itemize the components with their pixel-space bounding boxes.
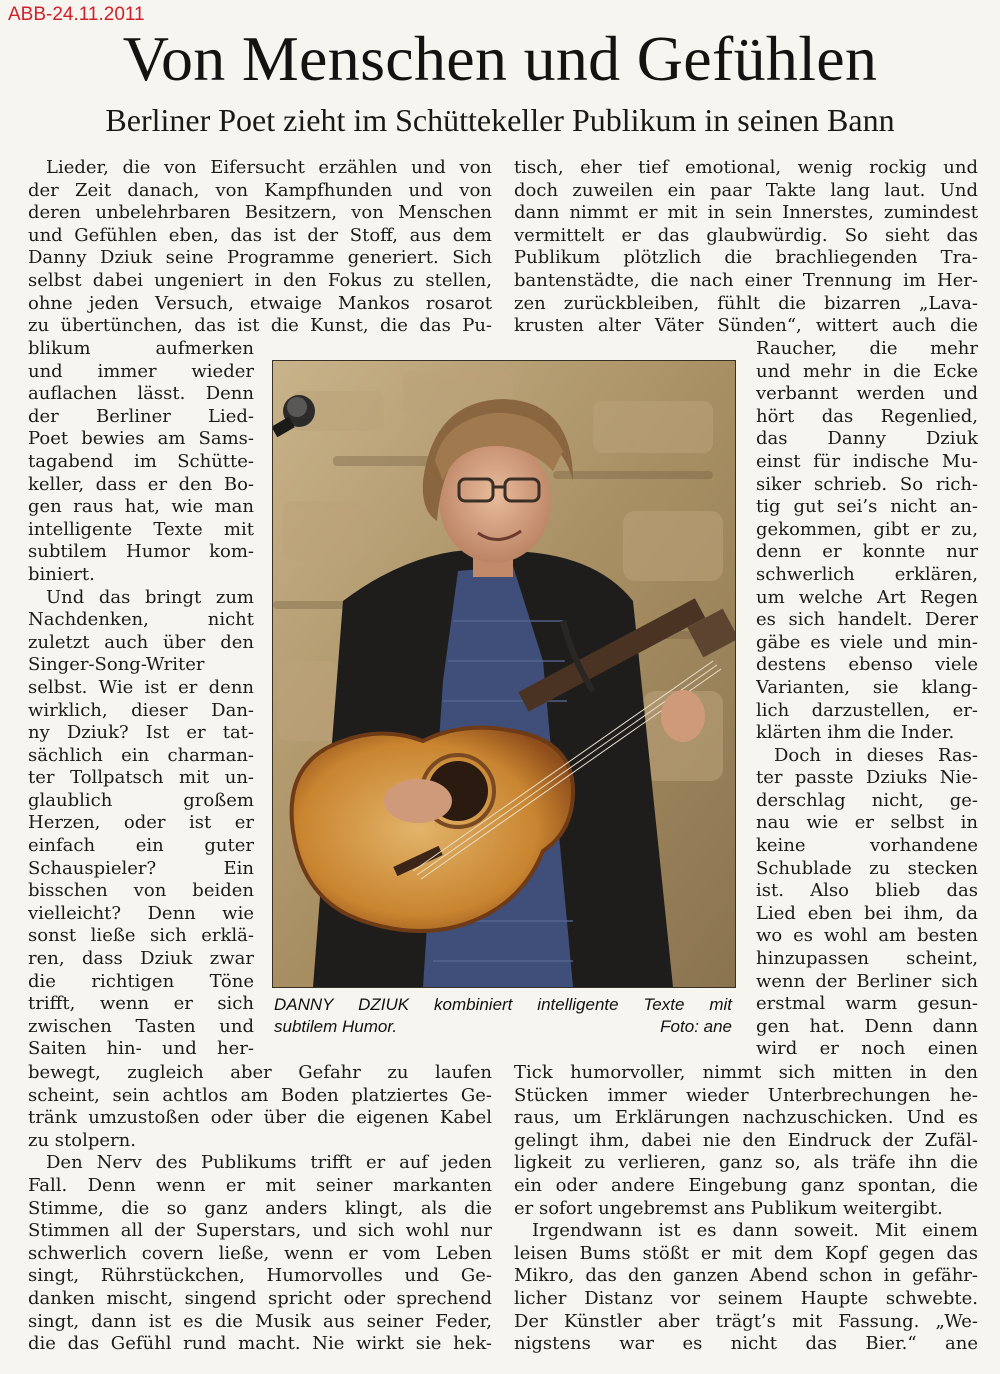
text-line: zen zurückbleiben, fühlt die bizarren „Lava-: [514, 292, 978, 314]
text-line: trifft, wenn er sich: [28, 993, 254, 1015]
text-line: krusten alter Väter Sünden“, wittert auch die: [514, 315, 978, 337]
text-line: Singer-Song-Writer: [28, 654, 205, 676]
text-line: Herzen, oder ist er: [28, 812, 254, 834]
text-line: Schublade zu stecken: [756, 857, 978, 879]
text-line: Varianten, sie klang-: [756, 676, 978, 698]
text-line: keine vorhandene: [756, 835, 978, 857]
text-line: tisch, eher tief emotional, wenig rockig und: [514, 157, 978, 178]
text-line: bisschen von beiden: [28, 880, 254, 902]
text-line: Tick humorvoller, nimmt sich mitten in den: [514, 1062, 978, 1083]
text-line: leisen Bums stößt er mit dem Kopf gegen das: [514, 1242, 978, 1264]
text-line: verbannt werden und: [756, 383, 978, 405]
text-line: um welche Art Regen: [756, 586, 978, 608]
text-line: ter passte Dziuks Nie-: [756, 767, 978, 789]
text-line: wenn der Berliner sich: [756, 970, 978, 992]
text-line: licher Distanz vor seinem Haupte schwebte.: [514, 1287, 978, 1309]
text-line: bewegt, zugleich aber Gefahr zu laufen: [28, 1062, 492, 1083]
text-line: Schauspieler? Ein: [28, 857, 254, 879]
text-line: wirklich, dieser Dan-: [28, 699, 254, 721]
text-line: zuletzt auch über den: [28, 631, 254, 653]
date-stamp: ABB-24.11.2011: [8, 4, 145, 25]
text-line: der Berliner Lied-: [28, 405, 254, 427]
text-line: Lieder, die von Eifersucht erzählen und von: [46, 157, 492, 178]
text-line: wird er noch einen: [756, 1038, 978, 1060]
text-line: singt, dann ist es die Musik aus seiner Feder,: [28, 1310, 492, 1332]
caption-line: DANNY DZIUK kombiniert intelligente Texte mit: [274, 995, 732, 1014]
text-line: Saiten hin- und her-: [28, 1038, 254, 1060]
text-line: dann nimmt er mit in sein Innerstes, zumindest: [514, 202, 978, 224]
text-line: Mikro, das den ganzen Abend schon in gefähr-: [514, 1265, 978, 1287]
text-line: destens ebenso viele: [756, 654, 978, 676]
text-line: hört das Regenlied,: [756, 405, 978, 427]
text-line: sonst ließe sich erklä-: [28, 925, 254, 947]
text-line: Danny Dziuk seine Programme generiert. Sich: [28, 247, 492, 269]
text-line: keller, dass er den Bo-: [28, 473, 254, 495]
text-line: gekommen, gibt er zu,: [756, 518, 978, 540]
text-line: schwerlich erklären,: [756, 563, 978, 585]
text-line: Irgendwann ist es dann soweit. Mit einem: [532, 1220, 978, 1242]
text-line: hinzupassen scheint,: [756, 948, 978, 970]
text-line: der Zeit danach, von Kampfhunden und von: [28, 179, 492, 201]
photo-caption: [274, 994, 732, 1038]
text-line: ter Tollpatsch mit un-: [28, 767, 254, 789]
text-line: tagabend im Schütte-: [28, 450, 254, 472]
text-line: tränk umzustoßen oder über die eigenen Kabel: [28, 1107, 492, 1129]
col1-top: [28, 157, 492, 338]
text-line: Lied eben bei ihm, da: [756, 902, 978, 924]
text-line: schwerlich covern ließe, wenn er vom Leben: [28, 1242, 492, 1264]
text-line: nau wie er selbst in: [756, 812, 978, 834]
text-line: zwischen Tasten und: [28, 1015, 254, 1037]
text-line: zu übertünchen, das ist die Kunst, die das Pu-: [28, 315, 492, 337]
text-line: selbst dabei ungeniert in den Fokus zu stellen,: [28, 269, 492, 291]
text-line: Fall. Denn wenn er mit seiner markanten: [28, 1174, 492, 1196]
text-line: er sofort ungebremst ans Publikum weitergibt.: [514, 1197, 943, 1219]
text-line: nigstens war es nicht das Bier.“ ane: [514, 1333, 978, 1355]
text-line: die das Gefühl rund macht. Nie wirkt sie hek-: [28, 1333, 492, 1355]
text-line: klärten ihm die Inder.: [756, 722, 955, 744]
col1-narrow: [28, 338, 254, 1061]
text-line: sächlich ein charman-: [28, 744, 254, 766]
col2-bottom: [514, 1062, 978, 1356]
text-line: wo es wohl am besten: [756, 925, 978, 947]
text-line: Publikum plötzlich die brachliegenden Tra-: [514, 247, 978, 269]
text-line: subtilem Humor kom-: [28, 541, 254, 563]
text-line: raus, um Erklärungen nachzuschicken. Und es: [514, 1107, 978, 1129]
text-line: scheint, sein achtlos am Boden platziertes Ge-: [28, 1084, 492, 1106]
text-line: es sich handelt. Derer: [756, 609, 978, 631]
text-line: ligkeit zu verlieren, ganz so, als träfe ihn die: [514, 1152, 978, 1174]
text-line: erstmal warm gesun-: [756, 993, 978, 1015]
col2-top: [514, 157, 978, 338]
text-line: einfach ein guter: [28, 835, 254, 857]
text-line: Den Nerv des Publikums trifft er auf jeden: [46, 1152, 492, 1174]
article-subheadline: Berliner Poet zieht im Schüttekeller Publikum in seinen Bann: [105, 102, 895, 138]
text-line: ren, dass Dziuk zwar: [28, 948, 254, 970]
text-line: Poet bewies am Sams-: [28, 428, 254, 450]
text-line: gen hat. Denn dann: [756, 1015, 978, 1037]
text-line: Stücken immer wieder Unterbrechungen he-: [514, 1084, 978, 1106]
text-line: gäbe es viele und min-: [756, 631, 978, 653]
text-line: gelingt ihm, dabei nie den Eindruck der Zufäl-: [514, 1129, 978, 1151]
text-line: Der Künstler aber trägt’s mit Fassung. „We-: [514, 1310, 978, 1332]
text-line: ein oder andere Eingebung ganz spontan, die: [514, 1174, 978, 1196]
text-line: doch zuweilen ein paar Takte lang laut. Und: [514, 179, 978, 201]
text-line: derschlag nicht, ge-: [756, 789, 978, 811]
text-line: Doch in dieses Ras-: [774, 744, 978, 766]
text-line: zu stolpern.: [28, 1129, 136, 1151]
text-line: die richtigen Töne: [28, 970, 254, 992]
text-line: auflachen lässt. Denn: [28, 383, 254, 405]
photo-credit: Foto: ane: [660, 1017, 732, 1036]
text-line: selbst. Wie ist er denn: [28, 676, 254, 698]
text-line: ny Dziuk? Ist er tat-: [28, 722, 254, 744]
text-line: ist. Also blieb das: [756, 880, 978, 902]
text-line: intelligente Texte mit: [28, 518, 254, 540]
text-line: danken mischt, singend spricht oder sprechend: [28, 1287, 492, 1309]
text-line: das Danny Dziuk: [756, 428, 978, 450]
text-line: glaublich großem: [28, 789, 254, 811]
text-line: vielleicht? Denn wie: [28, 902, 254, 924]
text-line: denn er konnte nur: [756, 541, 978, 563]
article-headline: Von Menschen und Gefühlen: [122, 23, 878, 94]
text-line: ohne jeden Versuch, etwaige Mankos rosarot: [28, 292, 492, 314]
text-line: siker schrieb. So rich-: [756, 473, 978, 495]
caption-line: subtilem Humor.: [274, 1017, 398, 1036]
article-photo: [272, 360, 736, 988]
text-line: biniert.: [28, 563, 95, 585]
text-line: deren unbelehrbaren Besitzern, von Menschen: [28, 202, 492, 224]
text-line: und immer wieder: [28, 360, 254, 382]
text-line: Stimmen all der Superstars, und sich wohl nur: [28, 1220, 492, 1242]
text-line: blikum aufmerken: [28, 338, 254, 359]
text-line: Stimme, die so ganz anders klingt, als die: [28, 1197, 492, 1219]
text-line: Und das bringt zum: [46, 586, 254, 608]
text-line: lich darzustellen, er-: [756, 699, 978, 721]
text-line: und mehr in die Ecke: [756, 360, 978, 382]
text-line: einst für indische Mu-: [756, 450, 978, 472]
text-line: singt, Rührstückchen, Humorvolles und Ge-: [28, 1265, 492, 1287]
text-line: Raucher, die mehr: [756, 338, 978, 359]
text-line: bantenstädte, die nach einer Trennung im Her-: [514, 269, 978, 291]
col1-bottom: [28, 1062, 492, 1356]
text-line: Nachdenken, nicht: [28, 609, 254, 631]
text-line: und Gefühlen eben, das ist der Stoff, aus dem: [28, 224, 492, 246]
col2-narrow: [756, 338, 978, 1061]
text-line: vermittelt er das glaubwürdig. So sieht das: [514, 224, 978, 246]
text-line: gen raus hat, wie man: [28, 496, 254, 518]
text-line: tig gut sei’s nicht an-: [756, 496, 978, 518]
